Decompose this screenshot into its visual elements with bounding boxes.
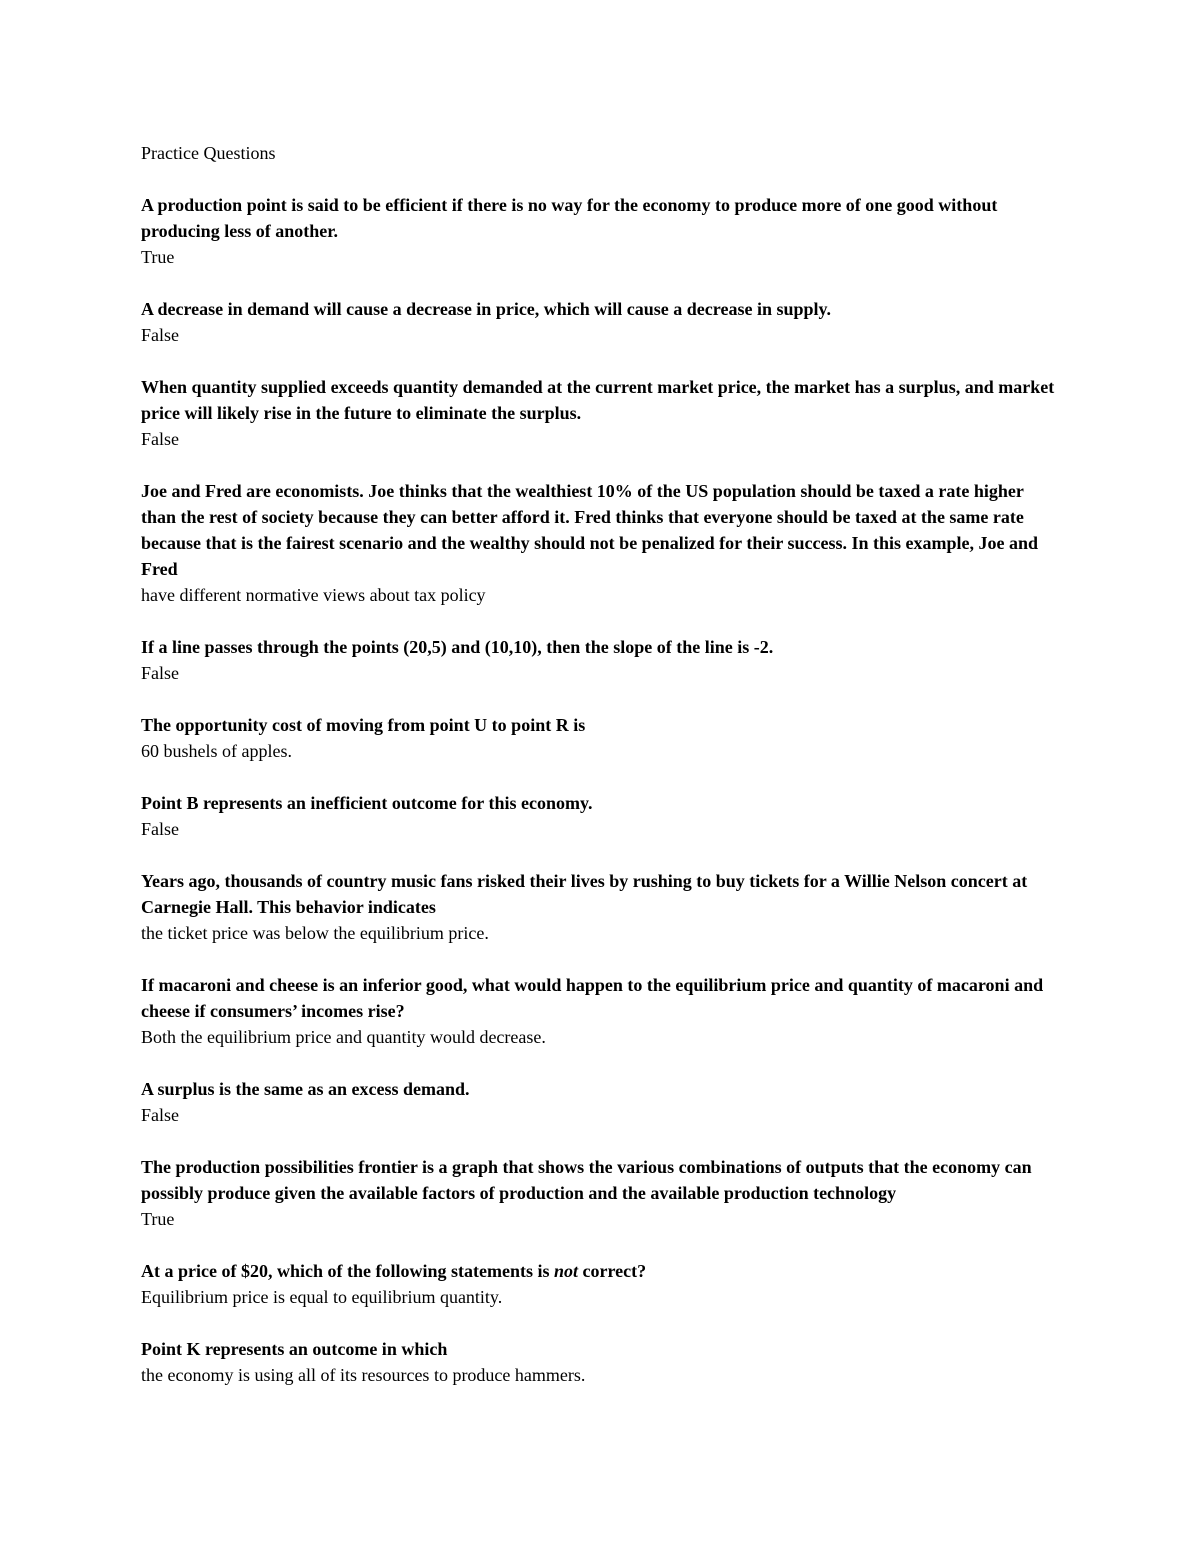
qa-item (141, 1154, 1061, 1232)
qa-item (141, 868, 1061, 946)
qa-item (141, 296, 1061, 348)
question-text: Point B represents an inefficient outcome for this economy. (141, 793, 593, 813)
qa-item (141, 712, 1061, 764)
answer-text: True (141, 247, 175, 267)
question-text (141, 1258, 1061, 1284)
question-text: A production point is said to be efficient if there is no way for the economy to produce more of one good without producing less of another. (141, 195, 998, 241)
qa-item (141, 478, 1061, 608)
question-text: If a line passes through the points (20,5) and (10,10), then the slope of the line is -2. (141, 637, 774, 657)
qa-item (141, 1076, 1061, 1128)
question-text-part: correct? (577, 1261, 647, 1281)
answer-text: False (141, 819, 179, 839)
answer-text: Equilibrium price is equal to equilibrium quantity. (141, 1287, 503, 1307)
answer-text: False (141, 325, 179, 345)
qa-item (141, 972, 1061, 1050)
answer-text: False (141, 663, 179, 683)
question-text: Years ago, thousands of country music fans risked their lives by rushing to buy tickets for a Willie Nelson concert at Carnegie Hall. This behavior indicates (141, 871, 1028, 917)
answer-text: have different normative views about tax policy (141, 585, 486, 605)
question-emphasis: not (553, 1261, 578, 1281)
answer-text: Both the equilibrium price and quantity would decrease. (141, 1027, 546, 1047)
question-text: The production possibilities frontier is a graph that shows the various combinations of outputs that the economy can possibly produce given the available factors of production and the available production technology (141, 1157, 1032, 1203)
question-text: A surplus is the same as an excess demand. (141, 1079, 470, 1099)
question-text: If macaroni and cheese is an inferior good, what would happen to the equilibrium price and quantity of macaroni and cheese if consumers’ incomes rise? (141, 975, 1044, 1021)
question-text: A decrease in demand will cause a decrease in price, which will cause a decrease in supply. (141, 299, 831, 319)
question-text-part: At a price of $20, which of the following statements is (141, 1261, 554, 1281)
answer-text: the ticket price was below the equilibrium price. (141, 923, 489, 943)
question-text: Joe and Fred are economists. Joe thinks that the wealthiest 10% of the US population should be taxed a rate higher than the rest of society because they can better afford it. Fred thinks that everyone should be taxed at the same rate because that is the fairest scenario and the wealthy should not be penalized for their success. In this example, Joe and Fred (141, 481, 1039, 579)
qa-item (141, 192, 1061, 270)
answer-text: False (141, 1105, 179, 1125)
question-text: The opportunity cost of moving from point U to point R is (141, 715, 586, 735)
qa-item (141, 634, 1061, 686)
qa-item (141, 1336, 1061, 1388)
document-page (141, 140, 1061, 1414)
qa-item (141, 790, 1061, 842)
answer-text: False (141, 429, 179, 449)
qa-item (141, 1258, 1061, 1310)
document-title: Practice Questions (141, 143, 276, 163)
answer-text: True (141, 1209, 175, 1229)
qa-item (141, 374, 1061, 452)
question-text: When quantity supplied exceeds quantity demanded at the current market price, the market has a surplus, and market price will likely rise in the future to eliminate the surplus. (141, 377, 1055, 423)
answer-text: the economy is using all of its resources to produce hammers. (141, 1365, 586, 1385)
question-text: Point K represents an outcome in which (141, 1339, 448, 1359)
answer-text: 60 bushels of apples. (141, 741, 292, 761)
